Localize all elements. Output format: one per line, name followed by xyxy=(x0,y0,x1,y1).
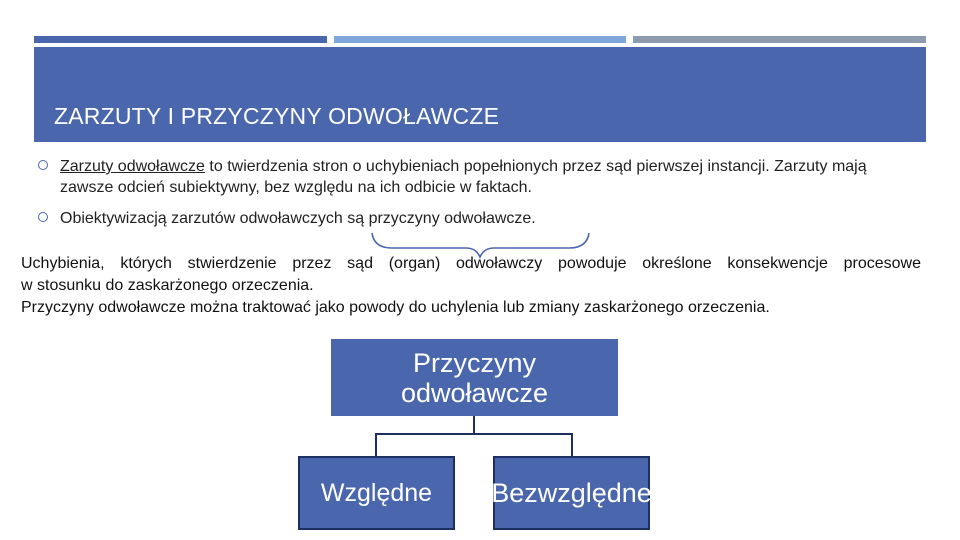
diagram-child-label-absolute: Bezwzględne xyxy=(491,478,652,508)
slide-title: ZARZUTY I PRZYCZYNY ODWOŁAWCZE xyxy=(54,103,500,129)
diagram-child-label-relative: Względne xyxy=(320,478,433,507)
paragraph-line-1: Uchybienia, których stwierdzenie przez sąd (organ) odwoławczy powoduje określone konsekwencje procesowe xyxy=(21,255,921,272)
diagram-child-node-relative xyxy=(298,456,455,530)
bullet-text-2: Obiektywizacją zarzutów odwoławczych są przyczyny odwoławcze. xyxy=(60,210,536,227)
bullet-definition: to twierdzenia stron o uchybieniach popełnionych przez sąd pierwszej instancji. Zarzuty mają zawsze odcień subiektywny, bez względu na ich odbicie w faktach. xyxy=(60,158,867,196)
diagram-child-node-absolute xyxy=(493,456,650,530)
paragraph-line-3: Przyczyny odwoławcze można traktować jako powody do uchylenia lub zmiany zaskarżonego orzeczenia. xyxy=(21,299,770,316)
diagram-root-node xyxy=(331,339,618,416)
bullet-term: Zarzuty odwoławcze xyxy=(60,158,205,175)
diagram-root-label: Przyczyny odwoławcze xyxy=(400,347,549,408)
paragraph-line-2: w stosunku do zaskarżonego orzeczenia. xyxy=(21,277,314,294)
